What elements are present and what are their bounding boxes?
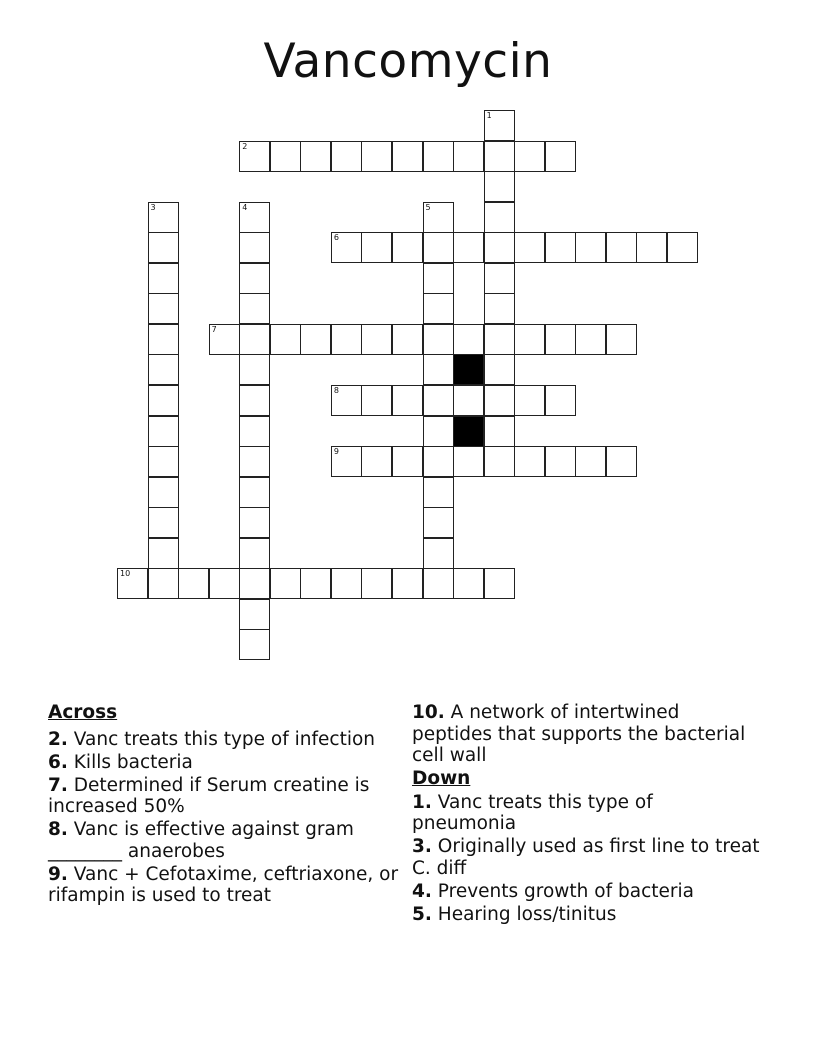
grid-cell[interactable] [331,232,362,263]
clue-across-9 [48,864,400,907]
blocked-cell [453,416,484,447]
grid-cell[interactable] [453,324,484,355]
grid-cell[interactable] [361,232,392,263]
clues-column-right [412,702,762,927]
clue-text: Vanc treats this type of pneumonia [412,791,653,834]
grid-cell[interactable] [331,446,362,477]
grid-cell[interactable] [392,568,423,599]
grid-cell[interactable] [453,385,484,416]
grid-cell[interactable] [239,385,270,416]
grid-cell[interactable] [239,477,270,508]
grid-cell[interactable] [361,568,392,599]
grid-cell[interactable] [575,324,606,355]
clue-number: 4. [412,880,432,902]
grid-cell[interactable] [300,141,331,172]
grid-cell[interactable] [270,568,301,599]
grid-cell[interactable] [636,232,667,263]
grid-cell[interactable] [331,385,362,416]
grid-cell[interactable] [361,324,392,355]
grid-cell[interactable] [331,141,362,172]
grid-cell[interactable] [423,477,454,508]
grid-cell[interactable] [484,293,515,324]
grid-cell[interactable] [148,538,179,569]
across-heading: Across [48,702,118,723]
grid-cell[interactable] [148,324,179,355]
grid-cell[interactable] [392,141,423,172]
clue-number: 5. [412,903,432,925]
blocked-cell [453,354,484,385]
grid-cell[interactable] [423,293,454,324]
grid-cell[interactable] [239,293,270,324]
grid-cell[interactable] [545,324,576,355]
cell-number: 10 [120,569,131,579]
grid-cell[interactable] [239,416,270,447]
clue-text: Determined if Serum creatine is increased 50% [48,774,370,817]
clue-number: 1. [412,791,432,813]
grid-cell[interactable] [514,446,545,477]
grid-cell[interactable] [453,141,484,172]
cell-number: 7 [211,324,217,334]
grid-cell[interactable] [484,385,515,416]
grid-cell[interactable] [392,446,423,477]
grid-cell[interactable] [423,446,454,477]
clue-text: Vanc + Cefotaxime, ceftriaxone, or rifampin is used to treat [48,863,399,906]
grid-cell[interactable] [423,232,454,263]
grid-cell[interactable] [148,385,179,416]
grid-cell[interactable] [117,568,148,599]
clue-text: Hearing loss/tinitus [437,903,617,925]
down-heading: Down [412,768,471,789]
grid-cell[interactable] [239,568,270,599]
grid-cell[interactable] [239,446,270,477]
grid-cell[interactable] [239,232,270,263]
grid-cell[interactable] [514,141,545,172]
grid-cell[interactable] [423,538,454,569]
clue-across-6 [48,752,400,774]
grid-cell[interactable] [484,416,515,447]
grid-cell[interactable] [361,446,392,477]
grid-cell[interactable] [606,324,637,355]
grid-cell[interactable] [575,446,606,477]
grid-cell[interactable] [239,599,270,630]
grid-cell[interactable] [148,568,179,599]
grid-cell[interactable] [514,324,545,355]
grid-cell[interactable] [423,263,454,294]
grid-cell[interactable] [514,385,545,416]
grid-cell[interactable] [148,263,179,294]
grid-cell[interactable] [148,354,179,385]
grid-cell[interactable] [484,141,515,172]
grid-cell[interactable] [239,354,270,385]
grid-cell[interactable] [423,507,454,538]
clue-across-8 [48,819,400,862]
grid-cell[interactable] [178,568,209,599]
grid-cell[interactable] [392,232,423,263]
grid-cell[interactable] [392,385,423,416]
grid-cell[interactable] [270,324,301,355]
clue-text: Vanc is effective against gram ________ anaerobes [48,819,354,862]
grid-cell[interactable] [484,568,515,599]
clue-number: 9. [48,863,68,885]
grid-cell[interactable] [300,568,331,599]
grid-cell[interactable] [239,324,270,355]
grid-cell[interactable] [545,141,576,172]
cell-number: 2 [242,141,248,151]
grid-cell[interactable] [423,568,454,599]
grid-cell[interactable] [331,324,362,355]
grid-cell[interactable] [209,568,240,599]
clue-down-4 [412,881,762,903]
grid-cell[interactable] [239,507,270,538]
grid-cell[interactable] [361,141,392,172]
cell-number: 3 [150,202,156,212]
clue-across-10 [412,702,762,767]
grid-cell[interactable] [361,385,392,416]
grid-cell[interactable] [239,202,270,233]
clue-down-1 [412,792,762,835]
grid-cell[interactable] [484,446,515,477]
grid-cell[interactable] [270,141,301,172]
grid-cell[interactable] [148,202,179,233]
grid-cell[interactable] [423,385,454,416]
grid-cell[interactable] [453,446,484,477]
grid-cell[interactable] [423,324,454,355]
grid-cell[interactable] [148,446,179,477]
cell-number: 1 [486,111,492,120]
grid-cell[interactable] [606,446,637,477]
grid-cell[interactable] [148,232,179,263]
grid-cell[interactable] [148,293,179,324]
grid-cell[interactable] [392,324,423,355]
grid-cell[interactable] [575,232,606,263]
grid-cell[interactable] [484,263,515,294]
cell-number: 8 [333,385,339,395]
grid-cell[interactable] [514,232,545,263]
clue-text: A network of intertwined peptides that supports the bacterial cell wall [412,702,746,766]
grid-cell[interactable] [239,141,270,172]
clue-number: 7. [48,774,68,796]
grid-cell[interactable] [484,232,515,263]
clue-number: 2. [48,728,68,750]
grid-cell[interactable] [484,171,515,202]
grid-cell[interactable] [484,202,515,233]
grid-cell[interactable] [423,141,454,172]
clue-number: 8. [48,819,68,840]
cell-number: 9 [333,447,339,457]
grid-cell[interactable] [423,354,454,385]
clue-text: Vanc treats this type of infection [73,728,375,750]
clue-across-2 [48,729,400,751]
clue-down-5 [412,904,762,926]
clue-text: Prevents growth of bacteria [437,880,694,902]
grid-cell[interactable] [667,232,698,263]
grid-cell[interactable] [484,324,515,355]
grid-cell[interactable] [423,416,454,447]
clue-down-3 [412,836,762,879]
cell-number: 5 [425,202,431,212]
clue-number: 10. [412,702,445,723]
grid-cell[interactable] [300,324,331,355]
grid-cell[interactable] [148,507,179,538]
cell-number: 4 [242,202,248,212]
grid-cell[interactable] [209,324,240,355]
grid-cell[interactable] [148,477,179,508]
grid-cell[interactable] [484,110,515,141]
clue-number: 6. [48,751,68,773]
grid-cell[interactable] [545,446,576,477]
grid-cell[interactable] [239,629,270,660]
clue-text: Kills bacteria [73,751,193,773]
clue-across-7 [48,775,400,818]
grid-cell[interactable] [453,568,484,599]
clue-number: 3. [412,836,432,857]
clues-column-left [48,702,400,908]
grid-cell[interactable] [453,232,484,263]
clue-text: Originally used as first line to treat C. diff [412,836,760,879]
grid-cell[interactable] [545,232,576,263]
puzzle-title: Vancomycin [263,34,553,89]
grid-cell[interactable] [239,538,270,569]
grid-cell[interactable] [484,354,515,385]
grid-cell[interactable] [545,385,576,416]
grid-cell[interactable] [606,232,637,263]
grid-cell[interactable] [331,568,362,599]
grid-cell[interactable] [239,263,270,294]
cell-number: 6 [333,233,339,243]
grid-cell[interactable] [148,416,179,447]
grid-cell[interactable] [423,202,454,233]
